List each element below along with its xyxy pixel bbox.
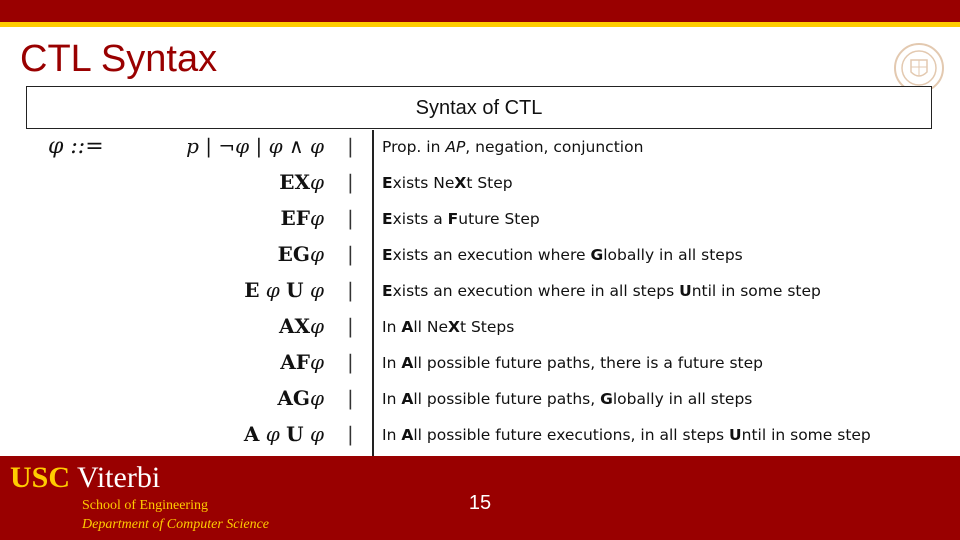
top-gold-stripe: [0, 22, 960, 27]
grammar-description: In All possible future paths, Globally in all steps: [382, 390, 753, 408]
grammar-alternative-bar: |: [347, 278, 354, 302]
grammar-description: In All possible future paths, there is a future step: [382, 354, 763, 372]
grammar-alternative-bar: |: [347, 350, 354, 374]
grammar-row: [0, 274, 960, 310]
grammar-alternative-bar: |: [347, 242, 354, 266]
grammar-description: In All NeXt Steps: [382, 318, 515, 336]
syntax-box-title: Syntax of CTL: [26, 86, 932, 129]
grammar-expression: EFφ: [280, 206, 324, 230]
grammar-alternative-bar: |: [347, 422, 354, 446]
grammar-description: Exists a Future Step: [382, 210, 540, 228]
grammar-expression: A φ U φ: [243, 422, 324, 446]
grammar-alternative-bar: |: [347, 170, 354, 194]
grammar-row: [0, 202, 960, 238]
grammar-description: Exists NeXt Step: [382, 174, 513, 192]
grammar-alternative-bar: |: [347, 314, 354, 338]
grammar-description: In All possible future executions, in all steps Until in some step: [382, 426, 871, 444]
top-brand-bar: [0, 0, 960, 22]
grammar-description: Exists an execution where in all steps Until in some step: [382, 282, 821, 300]
grammar-expression: AFφ: [280, 350, 324, 374]
page-number: 15: [468, 492, 492, 514]
grammar-row: [0, 130, 960, 166]
grammar-expression: AXφ: [278, 314, 324, 338]
slide-title: CTL Syntax: [20, 38, 218, 80]
grammar-alternative-bar: |: [347, 386, 354, 410]
grammar-row: [0, 310, 960, 346]
grammar-row: [0, 418, 960, 454]
grammar-table: [0, 130, 960, 456]
grammar-expression: EXφ: [279, 170, 324, 194]
grammar-expression: p | ¬φ | φ ∧ φ: [186, 134, 324, 158]
grammar-row: [0, 346, 960, 382]
grammar-row: [0, 238, 960, 274]
department-name: Department of Computer Science: [82, 517, 270, 532]
grammar-row: [0, 382, 960, 418]
grammar-lhs: φ ::=: [48, 134, 104, 159]
grammar-alternative-bar: |: [347, 134, 354, 158]
usc-viterbi-logo: USC Viterbi: [10, 461, 161, 494]
grammar-expression: E φ U φ: [244, 278, 324, 302]
grammar-expression: EGφ: [277, 242, 324, 266]
grammar-row: [0, 166, 960, 202]
grammar-expression: AGφ: [277, 386, 324, 410]
grammar-alternative-bar: |: [347, 206, 354, 230]
school-name: School of Engineering: [82, 498, 208, 513]
grammar-description: Exists an execution where Globally in all steps: [382, 246, 743, 264]
grammar-description: Prop. in AP, negation, conjunction: [382, 138, 644, 156]
